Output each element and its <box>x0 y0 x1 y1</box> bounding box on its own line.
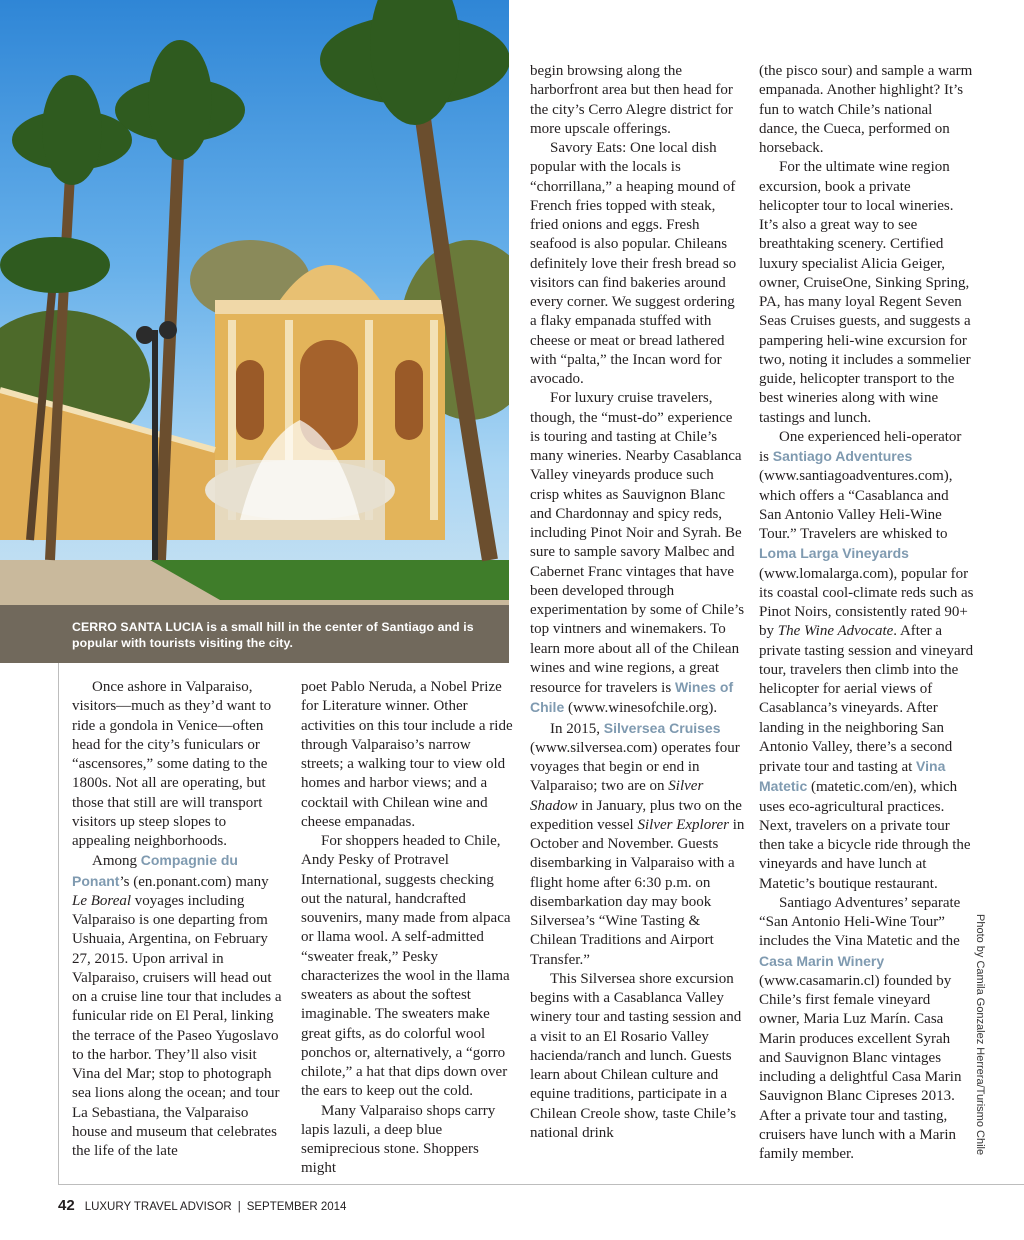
paragraph: For shoppers headed to Chile, Andy Pesky of Protravel International, suggests checking out the natural, handcrafted souvenirs, many made from alpaca or llama wool. A self-admitted “sweater freak,” Pesky characterizes the wool in the llama sweaters as about the softest imaginable. The sweaters make great gifts, as do colorful wool ponchos or, alternatively, a “gorro chilote,” a hat that dips down over the ears to keep out the cold. <box>301 833 511 1100</box>
footer-rule <box>58 1184 1024 1185</box>
vertical-rule <box>58 663 59 1185</box>
article-column-1 <box>72 678 287 1161</box>
cerro-santa-lucia-photo <box>0 0 509 663</box>
page-number: 42 <box>58 1197 75 1214</box>
highlight-silversea-cruises: Silversea Cruises <box>603 719 721 736</box>
paragraph: Once ashore in Valparaiso, visitors—much as they’d want to ride a gondola in Venice—often head for the city’s funiculars or “ascensores,” some dating to the 1800s. Not all are operating, but those that still are will transport visitors up steep slopes to appealing neighborhoods. <box>72 679 272 849</box>
article-column-3 <box>530 62 745 1143</box>
paragraph: Among Compagnie du Ponant’s (en.ponant.com) many Le Boreal voyages including Valparaiso is one departing from Ushuaia, Argentina, on February 27, 2015. Upon arrival in Valparaiso, cruisers will head out on a cruise line tour that includes a funicular ride on El Peral, linking the terrace of the Paseo Yugoslavo to the harbor. They’ll also visit Vina del Mar; stop to photograph sea lions along the ocean; and tour La Sebastiana, the Valparaiso house and museum that celebrates the life of the late <box>72 852 282 1159</box>
highlight-wines-of-chile: Wines of Chile <box>530 679 734 716</box>
paragraph: One experienced heli-operator is Santiago Adventures (www.santiagoadventures.com), which offers a “Casablanca and San Antonio Valley Heli-Wine Tour.” Travelers are whisked to Loma Larga Vineyards (www.lomalarga.com), popular for its coastal cool-climate reds such as Pinot Noirs, consistently rated 90+ by The Wine Advocate. After a private tasting session and vineyard tour, travelers then climb into the helicopter for aerial views of Casablanca’s vineyards. After landing in the neighboring San Antonio Valley, there’s a second private tour and tasting at Vina Matetic (matetic.com/en), which uses eco-agricultural practices. Next, travelers on a private tour then take a bicycle ride through the vineyards and have lunch at Matetic’s boutique restaurant. <box>759 428 974 892</box>
publication-name: The Wine Advocate <box>777 623 894 640</box>
ship-name: Silver Explorer <box>637 816 729 833</box>
footer-separator: | <box>237 1201 241 1213</box>
highlight-compagnie-du-ponant: Compagnie du Ponant <box>72 852 238 889</box>
photo-illustration <box>0 0 509 663</box>
highlight-loma-larga-vineyards: Loma Larga Vineyards <box>759 545 909 562</box>
photo-credit: Photo by Camila Gonzalez Herrera/Turismo Chile <box>974 914 986 1156</box>
ship-name: Le Boreal <box>72 892 132 909</box>
paragraph: Savory Eats: One local dish popular with the locals is “chorrillana,” a heaping mound of French fries topped with steak, fried onions and eggs. Fresh seafood is also popular. Chileans definitely love their fresh bread so visitors can find bakeries around every corner. We suggest ordering a flaky empanada stuffed with cheese or meat or bread lathered with “palta,” the Incan word for avocado. <box>530 140 737 387</box>
article-column-4 <box>759 62 974 1164</box>
paragraph: This Silversea shore excursion begins with a Casablanca Valley winery tour and tasting session and a visit to an El Rosario Valley hacienda/ranch and lunch. Guests learn about Chilean culture and equine traditions, participate in a Chilean Creole show, taste Chile’s national drink <box>530 970 742 1141</box>
page-footer <box>58 1197 346 1214</box>
paragraph: (the pisco sour) and sample a warm empanada. Another highlight? It’s fun to watch Chile’s national dance, the Cueca, performed on horseback. <box>759 63 973 156</box>
paragraph: begin browsing along the harborfront area but then head for the city’s Cerro Alegre district for more upscale offerings. <box>530 63 733 137</box>
paragraph: For the ultimate wine region excursion, book a private helicopter tour to local wineries. It’s also a great way to see breathtaking scenery. Certified luxury specialist Alicia Geiger, owner, CruiseOne, Sinking Spring, PA, has many loyal Regent Seven Seas Cruises guests, and suggests a pampering heli-wine excursion for two, noting it includes a sommelier guide, helicopter transport to the best wineries along with wine tastings and lunch. <box>759 159 971 426</box>
photo-caption: CERRO SANTA LUCIA is a small hill in the center of Santiago and is popular with tourists visiting the city. <box>72 620 474 650</box>
publication-title: LUXURY TRAVEL ADVISOR <box>84 1201 232 1213</box>
issue-date: SEPTEMBER 2014 <box>246 1201 347 1213</box>
paragraph: For luxury cruise travelers, though, the “must-do” experience is touring and tasting at Chile’s many wineries. Nearby Casablanca Valley vineyards produce such crisp whites as Sauvignon Blanc and Chardonnay and spicy reds, including Pinot Noir and Syrah. Be sure to sample savory Malbec and Cabernet Franc vintages that have been developed through experimentation by some of Chile’s top vintners and winemakers. To learn more about all of the Chilean wines and wine regions, a great resource for travelers is Wines of Chile (www.winesofchile.org). <box>530 390 745 717</box>
paragraph: In 2015, Silversea Cruises (www.silversea.com) operates four voyages that begin or end in Valparaiso; two are on Silver Shadow in January, plus two on the expedition vessel Silver Explorer in October and November. Guests disembarking in Valparaiso with a flight home after 6:30 p.m. on disembarkation day may book Silversea’s “Wine Tasting & Chilean Traditions and Airport Transfer.” <box>530 719 745 968</box>
ship-name: Silver Shadow <box>530 778 704 814</box>
photo-lamp-post <box>152 330 158 560</box>
highlight-vina-matetic: Vina Matetic <box>759 758 946 795</box>
highlight-casa-marin-winery: Casa Marin Winery <box>759 952 885 969</box>
paragraph: poet Pablo Neruda, a Nobel Prize for Literature winner. Other activities on this tour include a ride through Valparaiso’s narrow streets; a walking tour to view old homes and harbor views; and a cocktail with Chilean wine and cheese empanadas. <box>301 679 513 830</box>
article-column-2 <box>301 678 516 1179</box>
highlight-santiago-adventures: Santiago Adventures <box>772 448 913 464</box>
paragraph: Many Valparaiso shops carry lapis lazuli, a deep blue semiprecious stone. Shoppers might <box>301 1102 496 1177</box>
photo-caption-band <box>0 605 509 663</box>
paragraph: Santiago Adventures’ separate “San Antonio Heli-Wine Tour” includes the Vina Matetic and the Casa Marin Winery (www.casamarin.cl) founded by Chile’s first female vineyard owner, Maria Luz Marín. Casa Marin produces excellent Syrah and Sauvignon Blanc vintages including a delightful Casa Marin Sauvignon Blanc Cipreses 2013. After a private tour and tasting, cruisers have lunch with a Marin family member. <box>759 894 962 1162</box>
